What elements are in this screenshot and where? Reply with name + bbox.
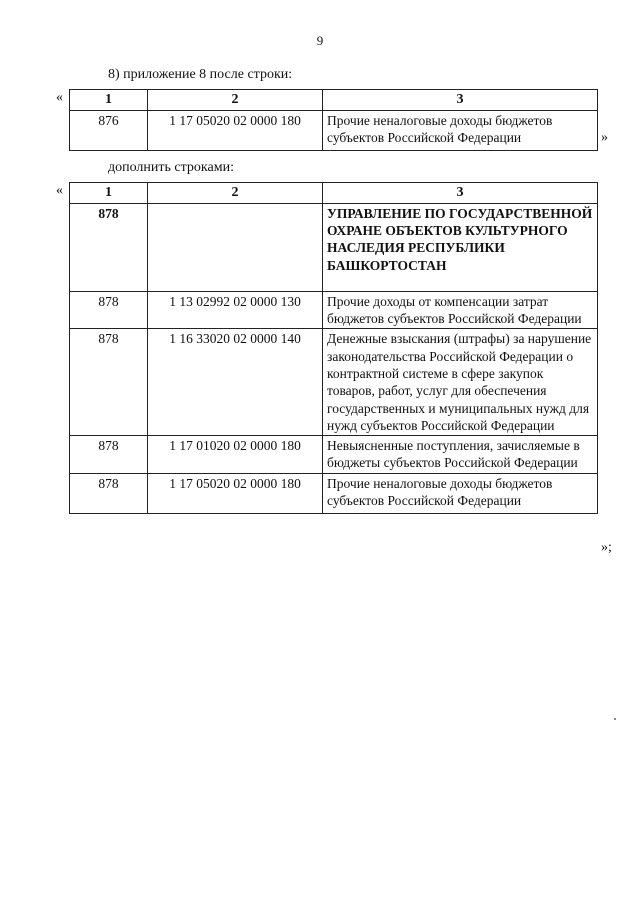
revenue-name-cell: Прочие доходы от компенсации затрат бюджетов субъектов Российской Федерации: [323, 291, 598, 329]
close-quote-1: »: [601, 130, 608, 145]
added-rows-table: [69, 182, 598, 514]
revenue-code-cell: 1 16 33020 02 0000 140: [148, 329, 323, 436]
table-row: [70, 291, 598, 329]
revenue-code-cell: 1 17 05020 02 0000 180: [148, 473, 323, 513]
header-col-3: 3: [323, 183, 598, 204]
open-quote-1: «: [56, 90, 63, 105]
admin-code-cell: 878: [70, 203, 148, 291]
table-row: [70, 436, 598, 474]
header-col-1: 1: [70, 183, 148, 204]
admin-code-cell: 878: [70, 291, 148, 329]
revenue-code-cell: 1 17 05020 02 0000 180: [148, 110, 323, 150]
revenue-name-cell: Прочие неналоговые доходы бюджетов субъектов Российской Федерации: [323, 473, 598, 513]
revenue-code-cell: [148, 203, 323, 291]
revenue-name-cell: Невыясненные поступления, зачисляемые в бюджеты субъектов Российской Федерации: [323, 436, 598, 474]
open-quote-2: «: [56, 183, 63, 198]
table-row: [70, 203, 598, 291]
revenue-name-cell: Денежные взыскания (штрафы) за нарушение законодательства Российской Федерации о контрактной системе в сфере закупок товаров, работ, услуг для обеспечения государственных и муниципальных нужд для нужд субъектов Российской Федерации: [323, 329, 598, 436]
close-quote-2: »;: [601, 540, 612, 555]
header-col-3: 3: [323, 90, 598, 111]
amendment-intro-2: дополнить строками:: [108, 160, 234, 175]
revenue-name-cell: Прочие неналоговые доходы бюджетов субъектов Российской Федерации: [323, 110, 598, 150]
admin-code-cell: 878: [70, 436, 148, 474]
scan-speck: [614, 718, 616, 720]
admin-code-cell: 876: [70, 110, 148, 150]
revenue-code-cell: 1 13 02992 02 0000 130: [148, 291, 323, 329]
administrator-name-cell: УПРАВЛЕНИЕ ПО ГОСУДАРСТВЕННОЙ ОХРАНЕ ОБЪЕКТОВ КУЛЬТУРНОГО НАСЛЕДИЯ РЕСПУБЛИКИ БАШКОРТОСТАН: [323, 203, 598, 291]
original-row-table: [69, 89, 598, 151]
table-row: [70, 329, 598, 436]
admin-code-cell: 878: [70, 473, 148, 513]
header-col-2: 2: [148, 90, 323, 111]
page-number: 9: [316, 33, 324, 48]
admin-code-cell: 878: [70, 329, 148, 436]
revenue-code-cell: 1 17 01020 02 0000 180: [148, 436, 323, 474]
table-header-row: [70, 90, 598, 111]
header-col-1: 1: [70, 90, 148, 111]
amendment-intro: 8) приложение 8 после строки:: [108, 67, 293, 82]
table-row: [70, 110, 598, 150]
table-header-row: [70, 183, 598, 204]
table-row: [70, 473, 598, 513]
header-col-2: 2: [148, 183, 323, 204]
